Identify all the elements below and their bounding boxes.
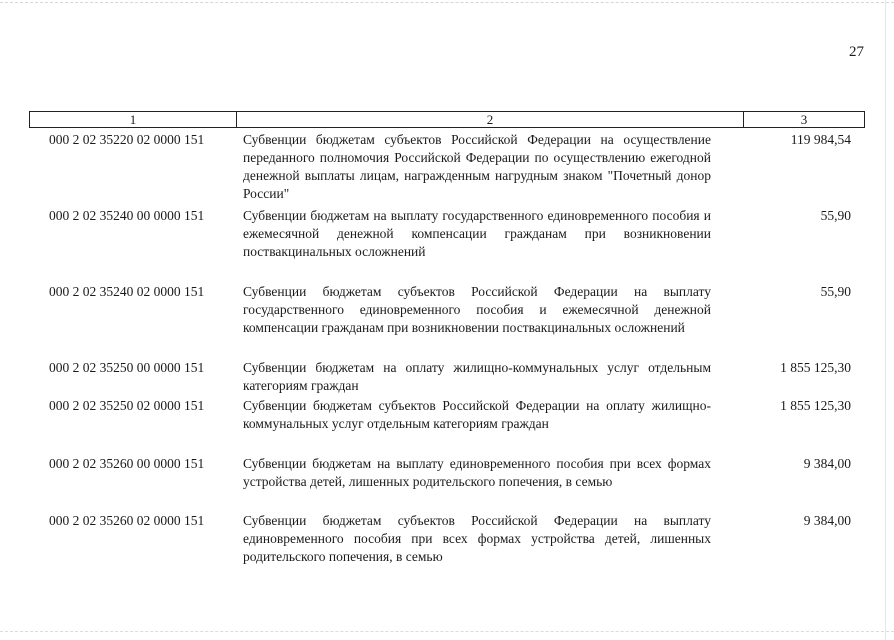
budget-code: 000 2 02 35250 02 0000 151 [49,398,205,413]
row-amount: 1 855 125,30 [780,360,851,375]
row-amount: 55,90 [820,284,851,299]
budget-code: 000 2 02 35240 00 0000 151 [49,208,205,223]
scan-edge-right [885,0,887,640]
row-description: Субвенции бюджетам субъектов Российской Федерации на выплату единовременного пособия при всех формах устройства детей, лишенных родительского попечения, в семью [243,513,711,564]
row-amount: 9 384,00 [803,513,851,528]
row-description: Субвенции бюджетам субъектов Российской Федерации на оплату жилищно-коммунальных услуг отдельным категориям граждан [243,398,711,431]
row-description: Субвенции бюджетам на оплату жилищно-коммунальных услуг отдельным категориям граждан [243,360,711,393]
row-description: Субвенции бюджетам субъектов Российской Федерации на осуществление переданного полномочия Российской Федерации по осуществлению ежегодной денежной выплаты лицам, награжденным нагрудным знаком "Почетный донор России" [243,132,711,201]
budget-code: 000 2 02 35260 02 0000 151 [49,513,205,528]
row-amount: 119 984,54 [790,132,851,147]
budget-code: 000 2 02 35220 02 0000 151 [49,132,205,147]
row-description: Субвенции бюджетам на выплату государственного единовременного пособия и ежемесячной денежной компенсации гражданам при возникновении поствакцинальных осложнений [243,208,711,259]
row-amount: 9 384,00 [803,456,851,471]
page-number: 27 [849,44,864,60]
column-header-amount: 3 [800,112,808,127]
budget-code: 000 2 02 35240 02 0000 151 [49,284,205,299]
budget-code: 000 2 02 35260 00 0000 151 [49,456,205,471]
column-header-description: 2 [237,112,744,127]
scan-edge-top [0,2,894,4]
column-header-code: 1 [30,112,237,127]
row-description: Субвенции бюджетам на выплату единовременного пособия при всех формах устройства детей, лишенных родительского попечения, в семью [243,456,711,489]
scan-edge-bottom [0,631,894,633]
row-amount: 55,90 [820,208,851,223]
row-amount: 1 855 125,30 [780,398,851,413]
budget-code: 000 2 02 35250 00 0000 151 [49,360,205,375]
table-header [29,111,865,128]
row-description: Субвенции бюджетам субъектов Российской Федерации на выплату государственного единовременного пособия и ежемесячной денежной компенсации гражданам при возникновении поствакцинальных осложнений [243,284,711,335]
